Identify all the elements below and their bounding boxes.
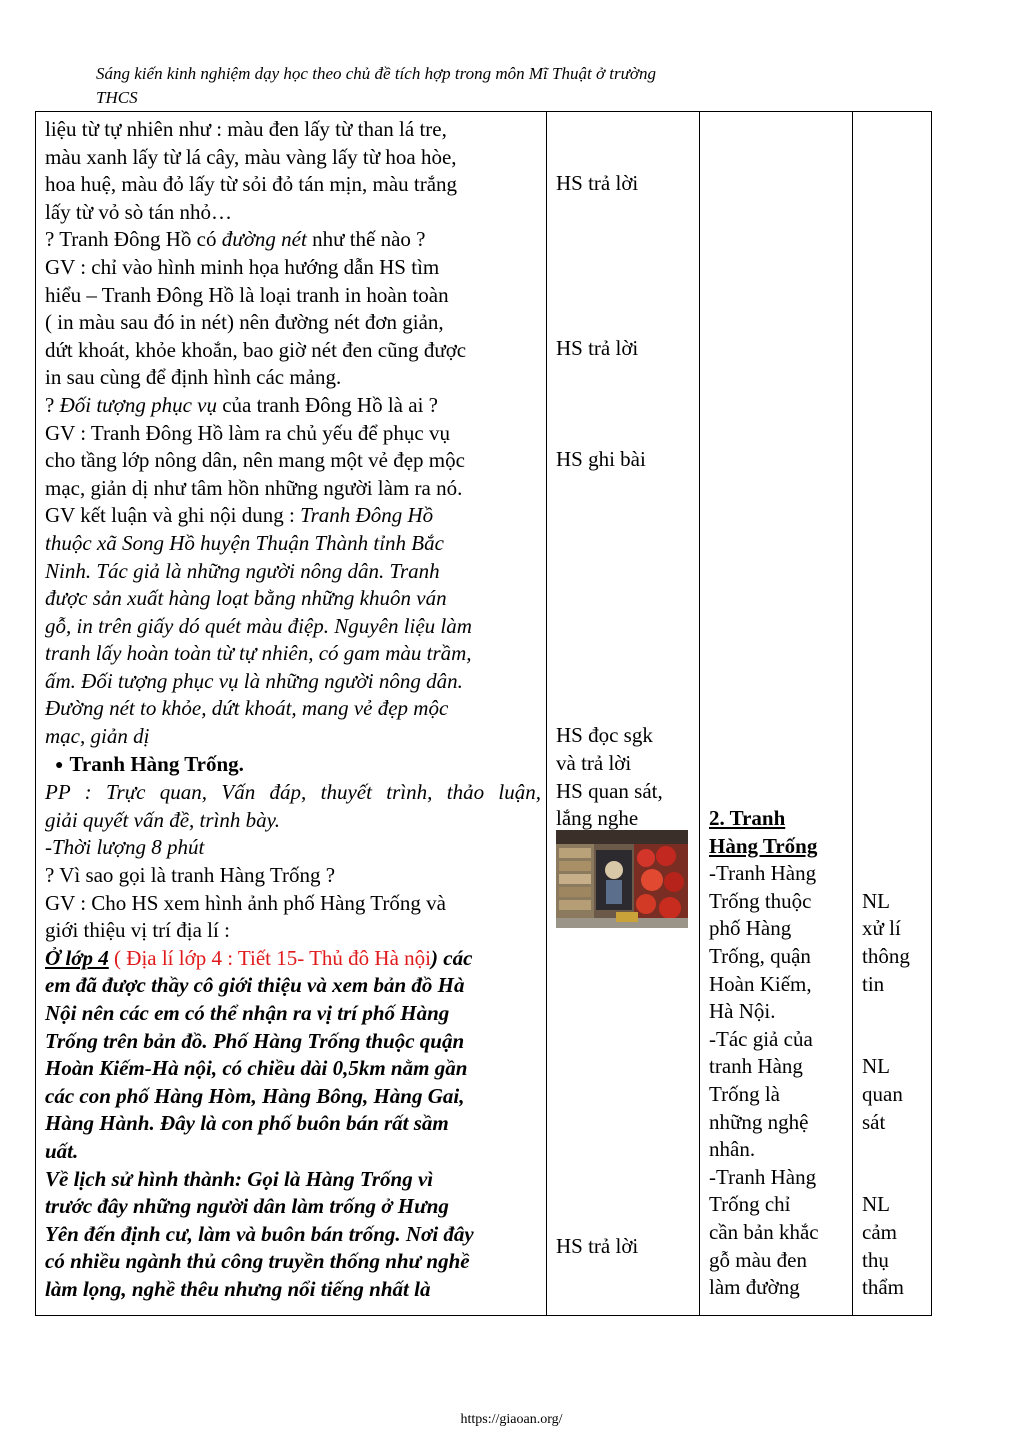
text-line: dứt khoát, khỏe khoắn, bao giờ nét đen cũng được bbox=[45, 337, 467, 362]
text-line: trước đây những người dân làm trống ở Hưng bbox=[45, 1194, 449, 1219]
student-response: và trả lời bbox=[556, 751, 632, 775]
competency-line: NL bbox=[862, 1054, 890, 1078]
content-heading: 2. Tranh bbox=[709, 806, 786, 830]
content-line: Trống là bbox=[709, 1082, 780, 1106]
street-photo-illustration bbox=[556, 830, 688, 928]
student-response: HS trả lời bbox=[556, 336, 639, 360]
text-line: GV : Tranh Đông Hồ làm ra chủ yếu để phục vụ bbox=[45, 420, 450, 445]
content-line: -Tác giả của bbox=[709, 1027, 813, 1051]
text-line: uất. bbox=[45, 1138, 79, 1163]
content-line: gỗ màu đen bbox=[709, 1248, 807, 1272]
content-line: Trống thuộc bbox=[709, 889, 812, 913]
text-line: gỗ, in trên giấy dó quét màu điệp. Nguyên liệu làm bbox=[45, 613, 472, 638]
text-span: ? Tranh Đông Hồ có bbox=[45, 227, 222, 252]
content-line: Trống, quận bbox=[709, 944, 811, 968]
content-line: -Tranh Hàng bbox=[709, 861, 817, 885]
student-response: HS ghi bài bbox=[556, 447, 646, 471]
text-line: in sau cùng để định hình các mảng. bbox=[45, 365, 342, 390]
content-line: Trống chỉ bbox=[709, 1192, 791, 1216]
text-line: Hoàn Kiếm-Hà nội, có chiều dài 0,5km nằm gần bbox=[45, 1056, 468, 1081]
text-line: Yên đến định cư, làm và buôn bán trống. Nơi đây bbox=[45, 1221, 474, 1246]
competency-line: thụ bbox=[862, 1248, 889, 1272]
text-line: Ninh. Tác giả là những người nông dân. Tranh bbox=[45, 558, 440, 583]
text-span: của tranh Đông Hồ là ai ? bbox=[216, 392, 438, 417]
competency-line: cảm bbox=[862, 1220, 897, 1244]
text-line: các con phố Hàng Hòm, Hàng Bông, Hàng Gai, bbox=[45, 1083, 465, 1108]
text-line: -Thời lượng 8 phút bbox=[45, 835, 205, 860]
bullet-icon: ● bbox=[55, 757, 64, 773]
text-line: Trống trên bản đồ. Phố Hàng Trống thuộc quận bbox=[45, 1028, 465, 1053]
header-line-2: THCS bbox=[96, 88, 138, 107]
text-line bbox=[45, 392, 541, 420]
text-line: giới thiệu vị trí địa lí : bbox=[45, 918, 230, 943]
header-line-1: Sáng kiến kinh nghiệm dạy học theo chủ đề tích hợp trong môn Mĩ Thuật ở trường bbox=[96, 64, 656, 83]
content-heading: Hàng Trống bbox=[709, 834, 818, 858]
content-line: Hà Nội. bbox=[709, 999, 776, 1023]
text-line: làm lọng, nghề thêu nhưng nổi tiếng nhất là bbox=[45, 1276, 431, 1301]
text-line: mạc, giản dị bbox=[45, 724, 150, 749]
text-span: đường nét bbox=[221, 227, 307, 252]
student-response: lắng nghe bbox=[556, 806, 639, 830]
content-line: Hoàn Kiếm, bbox=[709, 972, 812, 996]
competency-line: NL bbox=[862, 1192, 890, 1216]
text-line: hiểu – Tranh Đông Hồ là loại tranh in hoàn toàn bbox=[45, 282, 449, 307]
content-line: phố Hàng bbox=[709, 916, 792, 940]
text-line: mạc, giản dị như tâm hồn những người làm ra nó. bbox=[45, 475, 463, 500]
text-line: PP : Trực quan, Vấn đáp, thuyết trình, thảo luận, bbox=[45, 780, 541, 805]
text-line: GV : chỉ vào hình minh họa hướng dẫn HS tìm bbox=[45, 254, 440, 279]
content-line: tranh Hàng bbox=[709, 1054, 803, 1078]
content-line: nhân. bbox=[709, 1137, 756, 1161]
text-line: hoa huệ, màu đỏ lấy từ sỏi đỏ tán mịn, màu trắng bbox=[45, 172, 458, 197]
student-response: HS trả lời bbox=[556, 1234, 639, 1258]
text-line bbox=[45, 945, 541, 973]
text-line: thuộc xã Song Hồ huyện Thuận Thành tỉnh Bắc bbox=[45, 530, 444, 555]
competency-line: thẩm bbox=[862, 1275, 904, 1299]
text-line: có nhiều ngành thủ công truyền thống như nghề bbox=[45, 1249, 470, 1274]
lesson-table bbox=[35, 111, 932, 1316]
text-line: GV : Cho HS xem hình ảnh phố Hàng Trống và bbox=[45, 890, 446, 915]
text-line: lấy từ vỏ sò tán nhỏ… bbox=[45, 199, 232, 224]
text-line: Nội nên các em có thể nhận ra vị trí phố Hàng bbox=[45, 1001, 450, 1025]
text-span: như thế nào ? bbox=[306, 227, 426, 252]
text-line: tranh lấy hoàn toàn từ tự nhiên, có gam màu trầm, bbox=[45, 641, 472, 666]
text-line: Về lịch sử hình thành: Gọi là Hàng Trống vì bbox=[45, 1166, 434, 1191]
section-heading: Tranh Hàng Trống. bbox=[69, 751, 244, 776]
student-activity-cell bbox=[547, 112, 700, 1315]
footer-url[interactable]: https://giaoan.org/ bbox=[460, 1412, 563, 1427]
text-span: Tranh Đông Hồ bbox=[300, 503, 434, 528]
text-line: Hàng Hành. Đây là con phố buôn bán rất sầm bbox=[45, 1111, 449, 1136]
text-line: được sản xuất hàng loạt bằng những khuôn ván bbox=[45, 586, 447, 611]
teacher-activity-cell bbox=[36, 112, 547, 1315]
content-line: cần bản khắc bbox=[709, 1220, 819, 1244]
content-line: những nghệ bbox=[709, 1110, 809, 1134]
text-line: giải quyết vấn đề, trình bày. bbox=[45, 807, 281, 832]
student-response: HS đọc sgk bbox=[556, 723, 653, 747]
competency-line: thông bbox=[862, 944, 910, 968]
text-span: ? bbox=[45, 392, 60, 417]
text-line: ? Vì sao gọi là tranh Hàng Trống ? bbox=[45, 863, 336, 888]
text-span: ( Địa lí lớp 4 : Tiết 15- Thủ đô Hà nội bbox=[108, 945, 431, 970]
text-line: màu xanh lấy từ lá cây, màu vàng lấy từ hoa hòe, bbox=[45, 144, 457, 169]
section-bullet bbox=[45, 751, 541, 780]
text-line: Đường nét to khỏe, dứt khoát, mang vẻ đẹp mộc bbox=[45, 696, 449, 721]
text-line: liệu từ tự nhiên như : màu đen lấy từ than lá tre, bbox=[45, 117, 447, 141]
text-span: Ở lớp 4 bbox=[45, 945, 109, 970]
text-line bbox=[45, 502, 541, 530]
competency-line: tin bbox=[862, 972, 885, 996]
text-line: em đã được thầy cô giới thiệu và xem bản đồ Hà bbox=[45, 973, 465, 998]
hang-trong-street-photo bbox=[556, 830, 688, 928]
text-span: GV kết luận và ghi nội dung : bbox=[45, 503, 301, 528]
competency-line: xử lí bbox=[862, 916, 901, 940]
text-span: Đối tượng phục vụ bbox=[59, 392, 217, 417]
page-header bbox=[96, 62, 856, 110]
competency-line: quan bbox=[862, 1082, 903, 1106]
content-line: -Tranh Hàng bbox=[709, 1165, 817, 1189]
competency-cell bbox=[853, 112, 933, 1315]
competency-line: NL bbox=[862, 889, 890, 913]
text-line: ( in màu sau đó in nét) nên đường nét đơn giản, bbox=[45, 310, 444, 335]
text-line bbox=[45, 226, 541, 254]
content-line: làm đường bbox=[709, 1275, 800, 1299]
competency-line: sát bbox=[862, 1110, 886, 1134]
text-line: ấm. Đối tượng phục vụ là những người nông dân. bbox=[45, 668, 463, 693]
text-line: cho tầng lớp nông dân, nên mang một vẻ đẹp mộc bbox=[45, 448, 465, 473]
student-response: HS trả lời bbox=[556, 171, 639, 195]
text-span: ) các bbox=[431, 945, 473, 970]
lesson-content-cell bbox=[700, 112, 853, 1315]
student-response: HS quan sát, bbox=[556, 779, 663, 803]
